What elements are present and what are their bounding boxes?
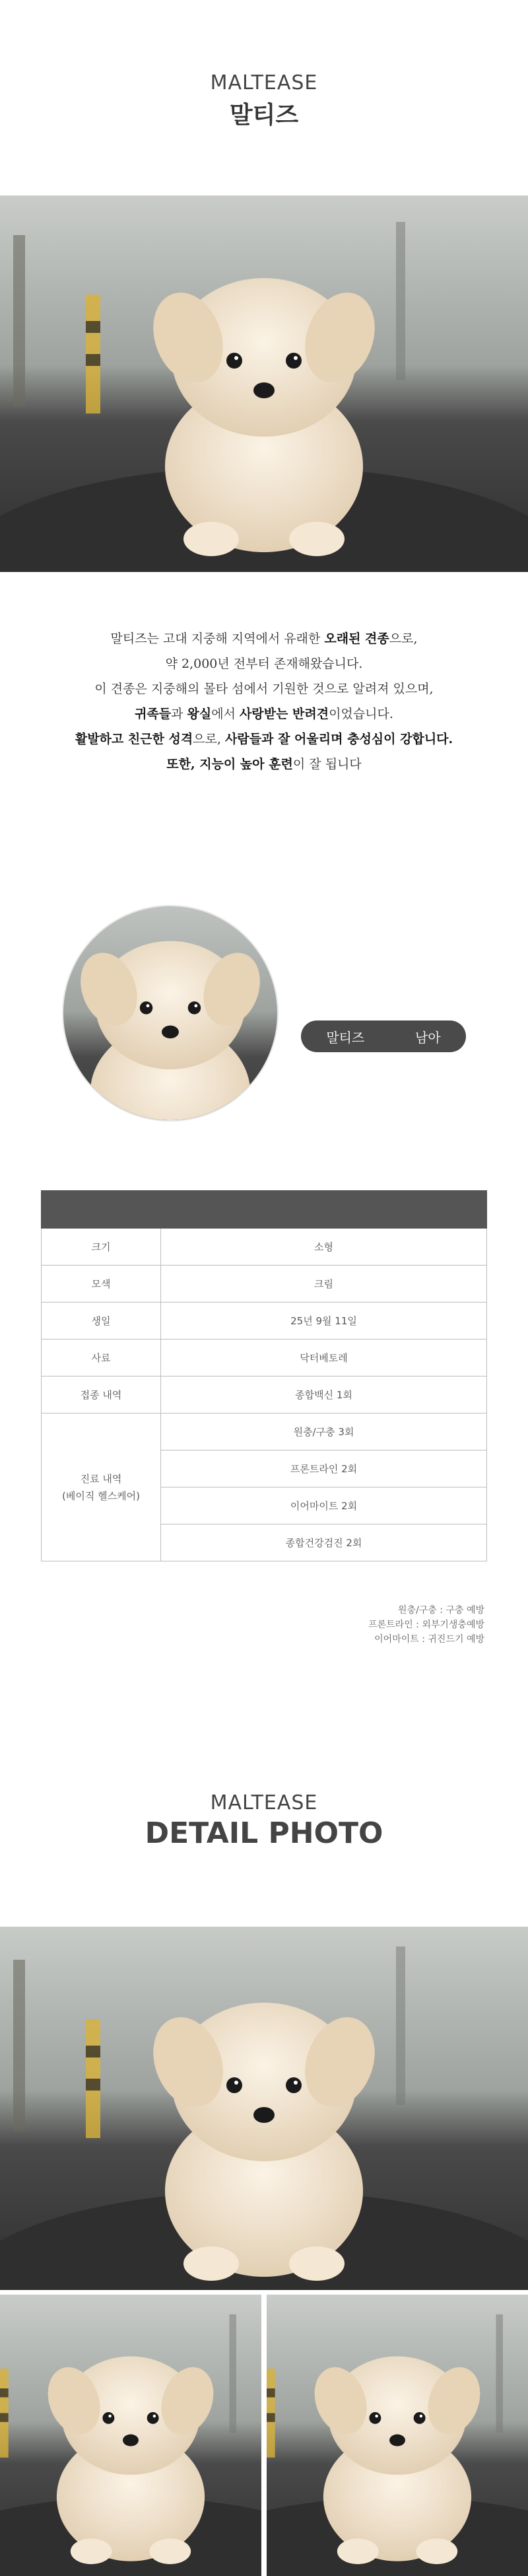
note-line: 원충/구충 : 구충 예방 (398, 1605, 484, 1616)
note-line: 프론트라인 : 외부기생충예방 (368, 1620, 484, 1630)
note-line: 이어마이트 : 귀진드기 예방 (374, 1634, 484, 1645)
info-table (41, 1190, 487, 1561)
table-notes (368, 1603, 484, 1647)
intro-segment: 말티즈는 고대 지중해 지역에서 유래한 (110, 631, 325, 646)
table-row (42, 1377, 487, 1413)
table-row (42, 1340, 487, 1377)
table-row (42, 1303, 487, 1340)
detail-photo-main (0, 1927, 528, 2290)
profile-breed: 말티즈 (326, 1029, 365, 1046)
care-key (42, 1413, 161, 1561)
row-value: 소형 (161, 1229, 487, 1266)
hero-photo (0, 196, 528, 572)
row-value: 닥터베토레 (161, 1340, 487, 1377)
row-key: 크기 (42, 1229, 161, 1266)
intro-segment: 에서 (211, 707, 240, 721)
detail-photo-left (0, 2295, 261, 2576)
detail-photo-right (267, 2295, 528, 2576)
row-value: 종합백신 1회 (161, 1377, 487, 1413)
intro-segment: 으로, (389, 631, 418, 646)
intro-line (0, 651, 528, 676)
row-value: 크림 (161, 1266, 487, 1303)
intro-segment: 이었습니다. (329, 707, 393, 721)
profile-sex: 남아 (415, 1029, 441, 1046)
intro-segment: 이 잘 됩니다 (292, 757, 362, 771)
row-key: 모색 (42, 1266, 161, 1303)
intro-segment: 활발하고 친근한 성격 (75, 732, 193, 746)
care-value: 원충/구충 3회 (161, 1413, 487, 1450)
care-value: 종합건강검진 2회 (161, 1524, 487, 1561)
intro-line (0, 727, 528, 752)
row-key: 사료 (42, 1340, 161, 1377)
care-key-line1: 진료 내역 (80, 1472, 122, 1485)
table-row (42, 1229, 487, 1266)
intro-segment: 약 2,000년 전부터 존재해왔습니다. (165, 657, 363, 671)
profile-photo (63, 906, 277, 1120)
care-key-line2: (베이직 헬스케어) (62, 1489, 140, 1502)
detail-english-label: MALTEASE (210, 1791, 318, 1814)
intro-line (0, 626, 528, 651)
profile-badge (301, 1020, 466, 1052)
intro-line (0, 752, 528, 777)
intro-line (0, 701, 528, 727)
intro-segment: 지능이 높아 훈련 (199, 757, 293, 771)
table-row (42, 1266, 487, 1303)
table-header-row (42, 1191, 487, 1229)
care-value: 이어마이트 2회 (161, 1487, 487, 1524)
intro-line (0, 676, 528, 701)
intro-text (0, 626, 528, 777)
intro-segment: 사랑받는 반려견 (240, 707, 329, 721)
header-english-title: MALTEASE (210, 71, 318, 94)
intro-segment: 왕실 (187, 707, 212, 721)
row-key: 생일 (42, 1303, 161, 1340)
intro-segment: 오래된 견종 (324, 631, 389, 646)
row-value: 25년 9월 11일 (161, 1303, 487, 1340)
intro-segment: 사람들과 잘 어울리며 충성심이 강합니다. (225, 732, 453, 746)
intro-segment: 이 견종은 지중해의 몰타 섬에서 기원한 것으로 알려져 있으며, (94, 682, 434, 696)
intro-segment: 귀족들 (135, 707, 172, 721)
intro-segment: 으로, (193, 732, 226, 746)
row-key: 접종 내역 (42, 1377, 161, 1413)
table-row (42, 1413, 487, 1450)
intro-segment: 과 (171, 707, 187, 721)
detail-title: DETAIL PHOTO (145, 1816, 383, 1850)
intro-segment: 또한, (166, 757, 200, 771)
care-value: 프론트라인 2회 (161, 1450, 487, 1487)
header-korean-title: 말티즈 (229, 102, 299, 129)
